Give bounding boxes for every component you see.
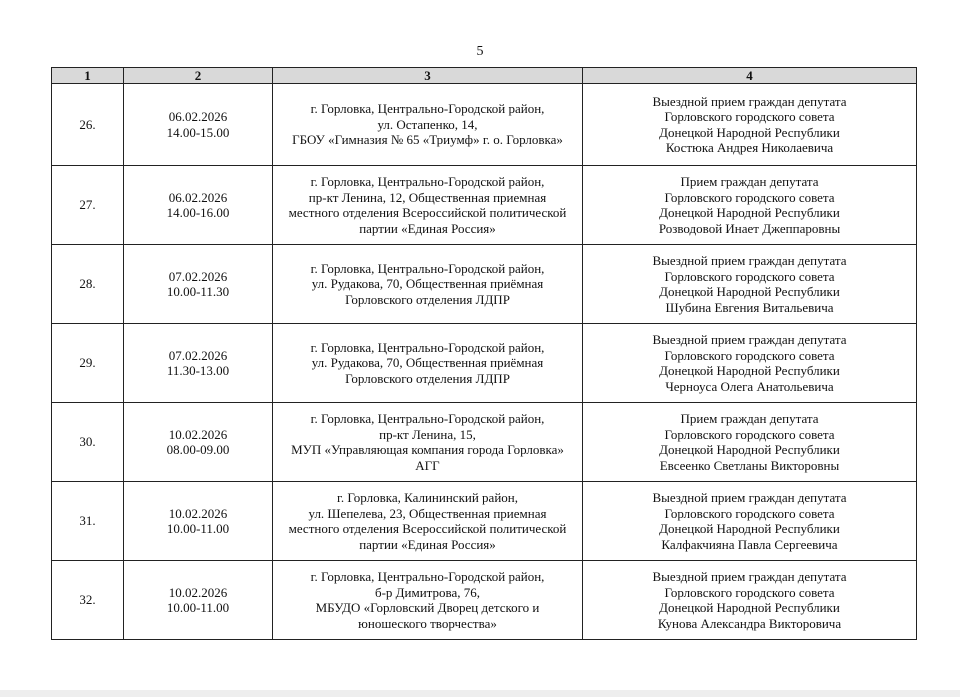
place-cell xyxy=(273,482,583,561)
event-line: Горловского городского совета xyxy=(664,109,835,124)
date-text: 10.02.2026 xyxy=(168,426,228,442)
date-text: 10.02.2026 xyxy=(168,505,228,521)
place-line: юношеского творчества» xyxy=(358,615,497,631)
place-line: пр-кт Ленина, 15, xyxy=(379,426,476,442)
table-body xyxy=(52,84,917,640)
event-cell xyxy=(583,403,917,482)
time-text: 14.00-16.00 xyxy=(166,205,230,220)
place-line: партии «Единая Россия» xyxy=(359,536,496,552)
table-row xyxy=(52,403,917,482)
place-line: пр-кт Ленина, 12, Общественная приемная xyxy=(308,189,547,205)
place-cell xyxy=(273,403,583,482)
event-line: Донецкой Народной Республики xyxy=(659,442,840,457)
date-text: 06.02.2026 xyxy=(168,109,228,124)
event-cell xyxy=(583,561,917,640)
table-header-row xyxy=(52,68,917,84)
time-text: 11.30-13.00 xyxy=(166,363,230,378)
event-line: Прием граждан депутата xyxy=(680,411,819,426)
place-line: г. Горловка, Центрально-Городской район, xyxy=(310,569,545,584)
event-cell xyxy=(583,166,917,245)
date-time-cell xyxy=(124,482,273,561)
table-row xyxy=(52,245,917,324)
table-row xyxy=(52,166,917,245)
event-line: Костюка Андрея Николаевича xyxy=(665,140,834,155)
place-line: Горловского отделения ЛДПР xyxy=(345,370,510,386)
event-line: Кунова Александра Викторовича xyxy=(657,615,842,631)
event-line: Выездной прием граждан депутата xyxy=(652,93,847,109)
place-line: МБУДО «Горловский Дворец детского и xyxy=(315,600,540,615)
place-line: ул. Рудакова, 70, Общественная приёмная xyxy=(311,355,544,371)
place-cell xyxy=(273,561,583,640)
row-number: 31. xyxy=(52,482,124,561)
row-number: 29. xyxy=(52,324,124,403)
table-row xyxy=(52,324,917,403)
place-line: местного отделения Всероссийской политической xyxy=(288,205,567,220)
event-line: Выездной прием граждан депутата xyxy=(652,332,847,347)
date-text: 06.02.2026 xyxy=(168,189,228,205)
event-line: Горловского городского совета xyxy=(664,426,835,442)
place-cell xyxy=(273,245,583,324)
event-line: Донецкой Народной Республики xyxy=(659,205,840,220)
place-line: г. Горловка, Центрально-Городской район, xyxy=(310,339,545,355)
place-cell xyxy=(273,84,583,166)
row-number: 32. xyxy=(52,561,124,640)
time-text: 10.00-11.00 xyxy=(166,521,230,536)
event-line: Выездной прием граждан депутата xyxy=(652,490,847,505)
event-line: Розводовой Инает Джеппаровны xyxy=(658,220,841,236)
place-line: г. Горловка, Калининский район, xyxy=(337,490,518,505)
date-time-cell xyxy=(124,245,273,324)
event-line: Горловского городского совета xyxy=(664,505,835,521)
scan-edge xyxy=(0,690,960,697)
header-col-3: 3 xyxy=(273,68,583,84)
event-line: Донецкой Народной Республики xyxy=(659,521,840,536)
date-text: 07.02.2026 xyxy=(168,347,228,363)
event-line: Шубина Евгения Витальевича xyxy=(665,299,834,315)
date-time-cell xyxy=(124,84,273,166)
event-line: Горловского городского совета xyxy=(664,584,835,600)
place-cell xyxy=(273,324,583,403)
place-line: г. Горловка, Центрально-Городской район, xyxy=(310,411,545,426)
event-cell xyxy=(583,245,917,324)
event-line: Горловского городского совета xyxy=(664,268,835,284)
place-line: МУП «Управляющая компания города Горловка» xyxy=(291,442,564,457)
row-number: 27. xyxy=(52,166,124,245)
date-time-cell xyxy=(124,324,273,403)
place-line: г. Горловка, Центрально-Городской район, xyxy=(310,174,545,189)
date-text: 07.02.2026 xyxy=(168,268,228,284)
event-line: Выездной прием граждан депутата xyxy=(652,253,847,268)
place-line: ГБОУ «Гимназия № 65 «Триумф» г. о. Горловка» xyxy=(292,132,563,148)
event-line: Евсеенко Светланы Викторовны xyxy=(659,457,840,473)
place-line: г. Горловка, Центрально-Городской район, xyxy=(310,260,545,276)
row-number: 26. xyxy=(52,84,124,166)
place-line: АГГ xyxy=(415,457,440,473)
date-time-cell xyxy=(124,403,273,482)
place-line: б-р Димитрова, 76, xyxy=(374,584,481,600)
event-line: Донецкой Народной Республики xyxy=(659,284,840,299)
place-line: ул. Шепелева, 23, Общественная приемная xyxy=(308,505,547,521)
event-cell xyxy=(583,324,917,403)
page-number: 5 xyxy=(476,44,484,59)
event-cell xyxy=(583,84,917,166)
event-line: Горловского городского совета xyxy=(664,189,835,205)
event-line: Донецкой Народной Республики xyxy=(659,600,840,615)
time-text: 10.00-11.30 xyxy=(166,284,230,299)
time-text: 08.00-09.00 xyxy=(166,442,230,457)
time-text: 14.00-15.00 xyxy=(166,124,230,140)
place-line: ул. Остапенко, 14, xyxy=(377,116,478,132)
event-line: Калфакчияна Павла Сергеевича xyxy=(661,536,838,552)
table-row xyxy=(52,561,917,640)
table-row xyxy=(52,84,917,166)
schedule-table xyxy=(51,67,917,640)
header-col-2: 2 xyxy=(124,68,273,84)
date-time-cell xyxy=(124,561,273,640)
event-cell xyxy=(583,482,917,561)
place-line: ул. Рудакова, 70, Общественная приёмная xyxy=(311,276,544,292)
event-line: Донецкой Народной Республики xyxy=(659,363,840,378)
place-line: Горловского отделения ЛДПР xyxy=(345,291,510,307)
event-line: Прием граждан депутата xyxy=(680,174,819,189)
place-cell xyxy=(273,166,583,245)
event-line: Выездной прием граждан депутата xyxy=(652,569,847,584)
event-line: Донецкой Народной Республики xyxy=(659,124,840,140)
place-line: г. Горловка, Центрально-Городской район, xyxy=(310,101,545,117)
row-number: 30. xyxy=(52,403,124,482)
place-line: местного отделения Всероссийской политической xyxy=(288,521,567,536)
date-time-cell xyxy=(124,166,273,245)
event-line: Черноуса Олега Анатольевича xyxy=(665,378,834,394)
time-text: 10.00-11.00 xyxy=(166,600,230,615)
header-col-1: 1 xyxy=(52,68,124,84)
row-number: 28. xyxy=(52,245,124,324)
header-col-4: 4 xyxy=(583,68,917,84)
date-text: 10.02.2026 xyxy=(168,584,228,600)
event-line: Горловского городского совета xyxy=(664,347,835,363)
table-row xyxy=(52,482,917,561)
place-line: партии «Единая Россия» xyxy=(359,220,496,236)
